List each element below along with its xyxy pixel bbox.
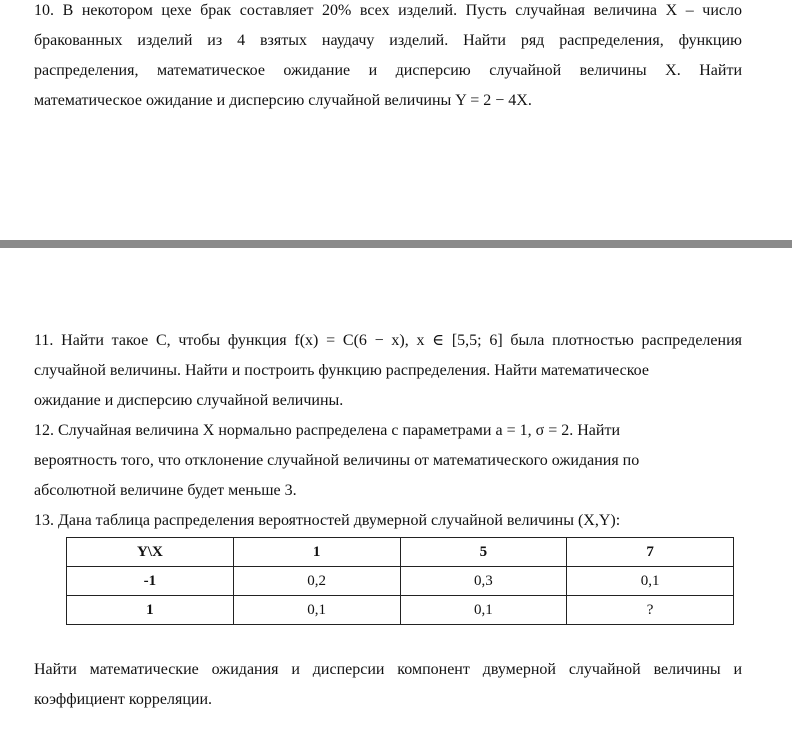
table-cell: 0,1 — [233, 596, 400, 625]
problem-10-line: 10. В некотором цехе брак составляет 20% всех изделий. Пусть случайная величина X – число — [34, 2, 742, 19]
problem-12 — [34, 416, 742, 506]
distribution-table — [66, 537, 734, 625]
problem-12-line: вероятность того, что отклонение случайной величины от математического ожидания по — [34, 452, 640, 469]
table-row — [67, 596, 734, 625]
problem-13-outro-line: Найти математические ожидания и дисперсии компонент двумерной случайной величины и — [34, 661, 742, 678]
problem-11-line: ожидание и дисперсию случайной величины. — [34, 392, 344, 409]
table-cell: 0,1 — [567, 567, 734, 596]
table-header-cell: 1 — [233, 538, 400, 567]
table-cell: 0,3 — [400, 567, 567, 596]
table-row-header: 1 — [67, 596, 234, 625]
problem-13-intro — [34, 506, 742, 536]
problem-11 — [34, 326, 742, 416]
problem-10-line: бракованных изделий из 4 взятых наудачу изделий. Найти ряд распределения, функцию — [34, 32, 742, 49]
problem-12-line: абсолютной величине будет меньше 3. — [34, 482, 297, 499]
table-corner-cell: Y\X — [67, 538, 234, 567]
section-divider — [0, 240, 792, 248]
problem-13-outro-line: коэффициент корреляции. — [34, 691, 213, 708]
problem-10-line: математическое ожидание и дисперсию случайной величины Y = 2 − 4X. — [34, 92, 532, 109]
table-cell: 0,1 — [400, 596, 567, 625]
table-row — [67, 567, 734, 596]
problem-10 — [34, 0, 742, 116]
problem-13-outro — [34, 655, 742, 715]
problem-12-line: 12. Случайная величина X нормально распределена с параметрами a = 1, σ = 2. Найти — [34, 422, 621, 439]
table-header-cell: 5 — [400, 538, 567, 567]
problem-11-line: случайной величины. Найти и построить функцию распределения. Найти математическое — [34, 362, 649, 379]
table-cell: ? — [567, 596, 734, 625]
table-header-cell: 7 — [567, 538, 734, 567]
problem-13-intro-line: 13. Дана таблица распределения вероятностей двумерной случайной величины (X,Y): — [34, 512, 621, 529]
table-header-row — [67, 538, 734, 567]
problem-11-line: 11. Найти такое C, чтобы функция f(x) = C(6 − x), x ∈ [5,5; 6] была плотностью распределения — [34, 332, 742, 349]
table-cell: 0,2 — [233, 567, 400, 596]
problem-10-line: распределения, математическое ожидание и дисперсию случайной величины X. Найти — [34, 62, 742, 79]
table-row-header: -1 — [67, 567, 234, 596]
